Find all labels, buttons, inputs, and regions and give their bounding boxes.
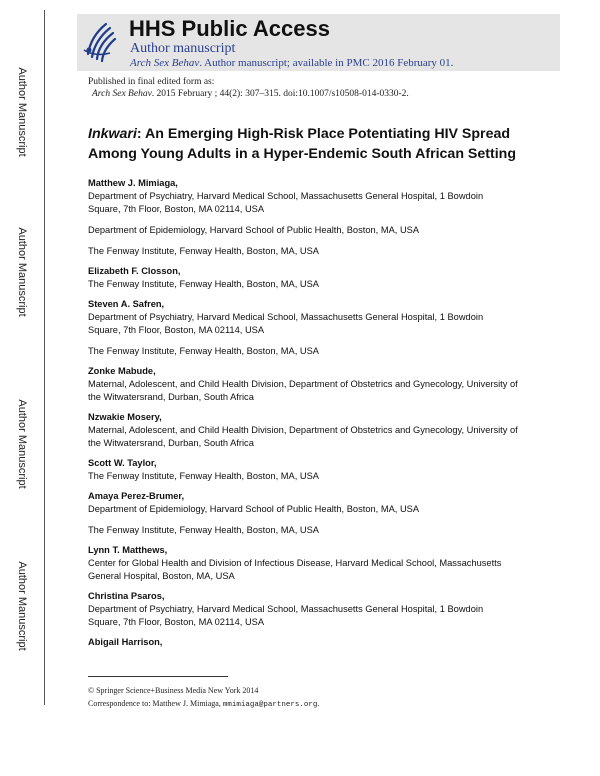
article-title: Inkwari: An Emerging High-Risk Place Potentiating HIV Spread Among Young Adults in a Hyper-Endemic South African Setting (88, 126, 517, 162)
author-affiliation: Department of Psychiatry, Harvard Medical School, Massachusetts General Hospital, 1 Bowdoin Square, 7th Floor, Boston, MA 02114, USA (88, 604, 484, 627)
correspondence-email[interactable]: mmimiaga@partners.org (222, 701, 318, 709)
author-affiliation: The Fenway Institute, Fenway Health, Boston, MA, USA (88, 279, 319, 289)
author-entry (88, 490, 518, 537)
author-name: Amaya Perez-Brumer, (88, 491, 185, 501)
author-name: Abigail Harrison, (88, 637, 163, 647)
author-name: Elizabeth F. Closson, (88, 266, 181, 276)
author-name: Christina Psaros, (88, 591, 165, 601)
author-name: Nzwakie Mosery, (88, 412, 162, 422)
copyright-notice: © Springer Science+Business Media New York 2014 (88, 686, 259, 695)
author-entry (88, 457, 518, 483)
footnote-divider (88, 676, 228, 677)
publication-info (88, 76, 409, 100)
author-entry (88, 590, 518, 629)
author-affiliation: Maternal, Adolescent, and Child Health Division, Department of Obstetrics and Gynecology, University of the Witwatersrand, Durban, South Africa (88, 379, 518, 402)
author-name: Steven A. Safren, (88, 299, 165, 309)
author-affiliation: The Fenway Institute, Fenway Health, Boston, MA, USA (88, 471, 319, 481)
hhs-eagle-logo-icon (80, 20, 120, 64)
availability-line: Arch Sex Behav. Author manuscript; available in PMC 2016 February 01. (130, 57, 454, 69)
author-affiliation: Department of Psychiatry, Harvard Medical School, Massachusetts General Hospital, 1 Bowdoin Square, 7th Floor, Boston, MA 02114, USA (88, 312, 484, 335)
correspondence-line: Correspondence to: Matthew J. Mimiaga, mmimiaga@partners.org. (88, 699, 320, 709)
footnotes (88, 684, 319, 712)
side-divider (44, 10, 45, 705)
hhs-public-access-title: HHS Public Access (129, 16, 330, 41)
author-list (88, 177, 518, 656)
author-affiliation: Maternal, Adolescent, and Child Health Division, Department of Obstetrics and Gynecology, University of the Witwatersrand, Durban, South Africa (88, 425, 518, 448)
author-entry (88, 298, 518, 358)
author-name: Lynn T. Matthews, (88, 545, 168, 555)
author-name: Matthew J. Mimiaga, (88, 178, 178, 188)
author-affiliation: The Fenway Institute, Fenway Health, Boston, MA, USA (88, 246, 319, 256)
author-affiliation: The Fenway Institute, Fenway Health, Boston, MA, USA (88, 525, 319, 535)
author-name: Scott W. Taylor, (88, 458, 157, 468)
published-label: Published in final edited form as: (88, 77, 215, 87)
author-entry (88, 177, 518, 258)
author-entry (88, 636, 518, 649)
author-entry (88, 544, 518, 583)
author-affiliation: Department of Epidemiology, Harvard School of Public Health, Boston, MA, USA (88, 504, 420, 514)
author-name: Zonke Mabude, (88, 366, 156, 376)
author-entry (88, 411, 518, 450)
citation-line: Arch Sex Behav. 2015 February ; 44(2): 307–315. doi:10.1007/s10508-014-0330-2. (92, 89, 409, 99)
author-manuscript-label: Author manuscript (130, 41, 236, 56)
author-affiliation: Department of Psychiatry, Harvard Medical School, Massachusetts General Hospital, 1 Bowdoin Square, 7th Floor, Boston, MA 02114, USA (88, 191, 484, 214)
author-entry (88, 365, 518, 404)
side-margin: Author Manuscript Author Manuscript Author Manuscript Author Manuscript (16, 67, 28, 651)
author-affiliation: Department of Epidemiology, Harvard School of Public Health, Boston, MA, USA (88, 225, 420, 235)
author-entry (88, 265, 518, 291)
author-affiliation: The Fenway Institute, Fenway Health, Boston, MA, USA (88, 346, 319, 356)
journal-abbrev: Arch Sex Behav (130, 57, 200, 69)
author-affiliation: Center for Global Health and Division of Infectious Disease, Harvard Medical School, Massachusetts General Hospital, Boston, MA, USA (88, 558, 502, 581)
